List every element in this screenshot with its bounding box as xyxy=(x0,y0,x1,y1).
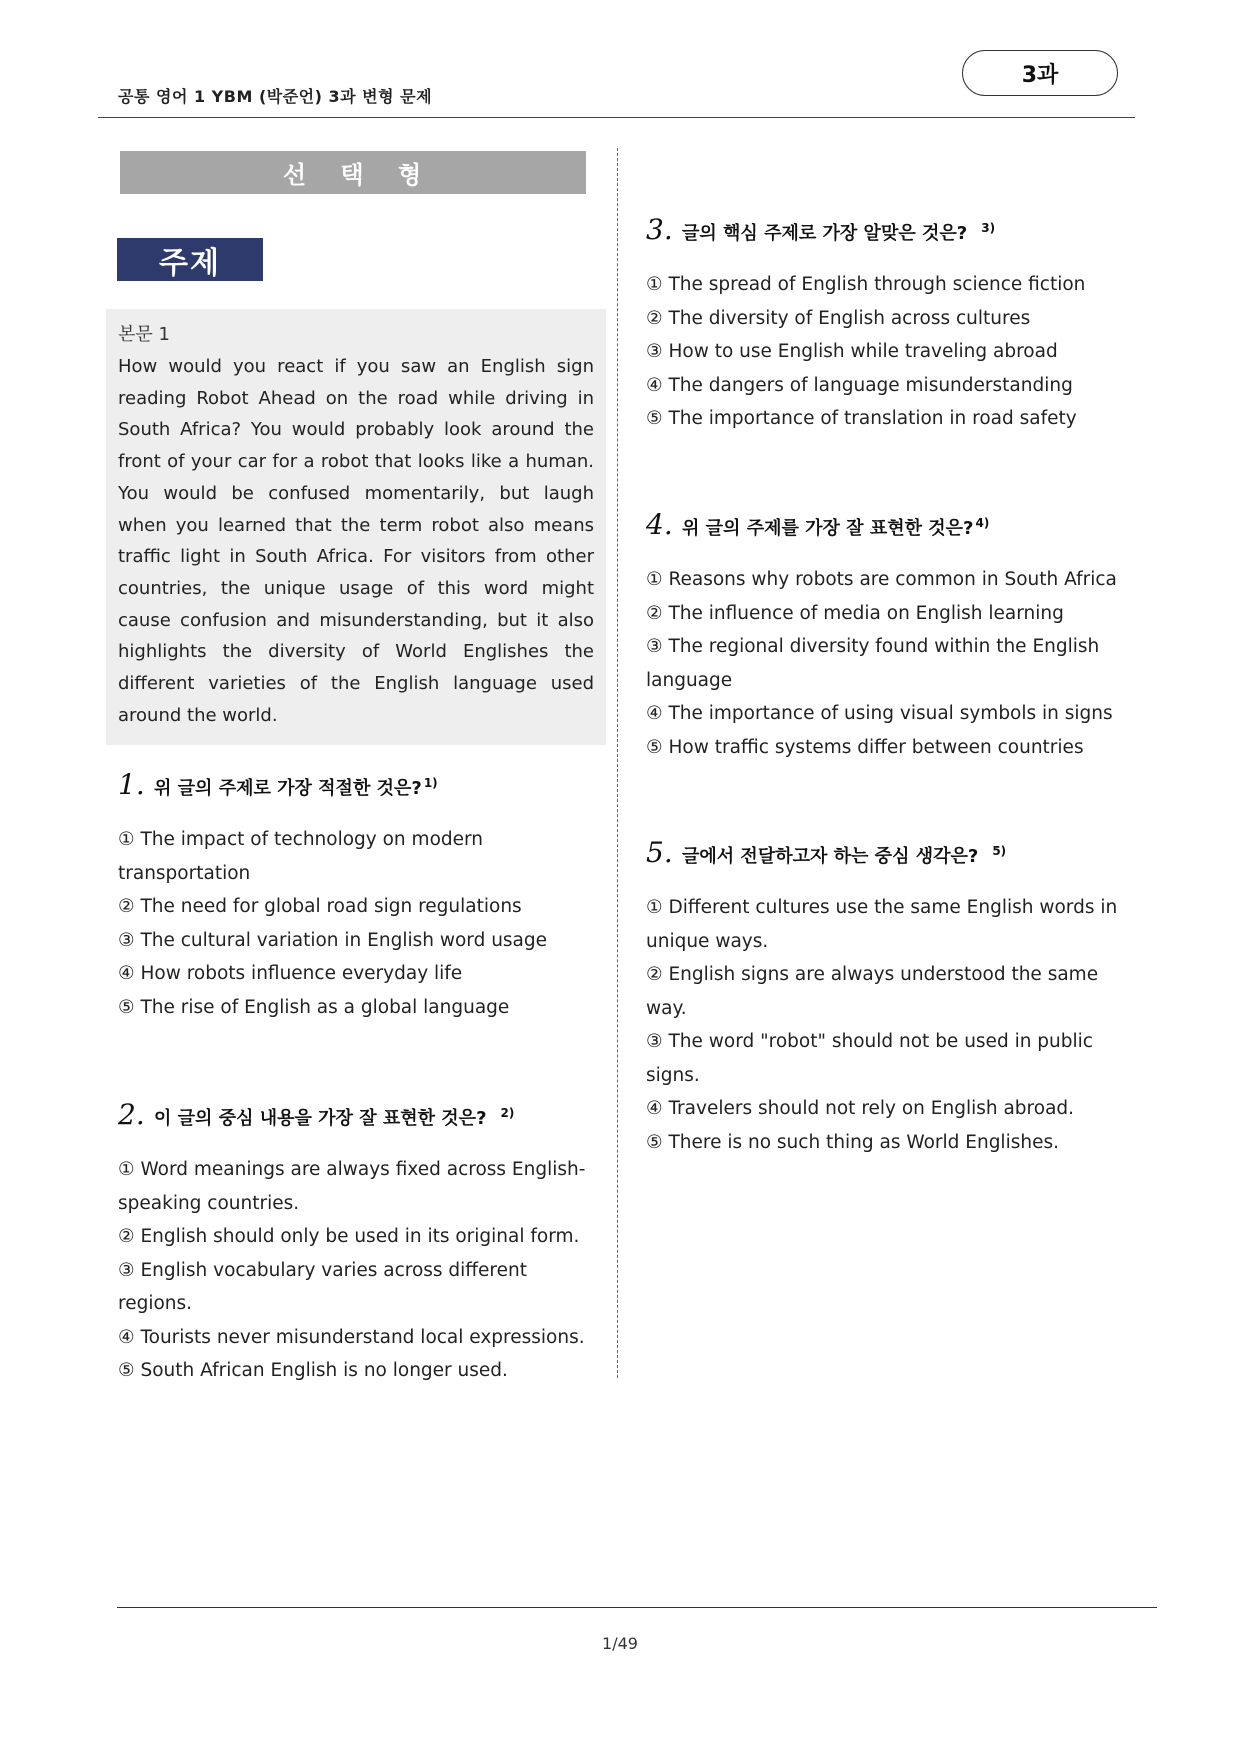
question-title: 위 글의 주제로 가장 적절한 것은? $^{1)}$ xyxy=(154,776,438,799)
footnote-marker: 5) xyxy=(992,844,1007,858)
column-divider xyxy=(617,148,618,1378)
answer-option[interactable]: ② The diversity of English across cultures xyxy=(646,307,1031,329)
page-number: 1/49 xyxy=(602,1634,638,1653)
answer-option[interactable]: ① Reasons why robots are common in South Africa xyxy=(646,569,1117,590)
answer-option[interactable]: ⑤ There is no such thing as World Englishes. xyxy=(646,1131,1059,1153)
question-title: 이 글의 중심 내용을 가장 잘 표현한 것은? $^{2)}$ xyxy=(154,1106,515,1129)
section-banner: 선 택 형 xyxy=(120,151,586,194)
question-title: 글의 핵심 주제로 가장 알맞은 것은? $^{3)}$ xyxy=(682,221,996,244)
question-4 xyxy=(646,508,1132,764)
answer-option[interactable]: ② The need for global road sign regulations xyxy=(118,896,522,917)
answer-option[interactable]: ③ The cultural variation in English word usage xyxy=(118,929,548,951)
answer-option[interactable]: ① The spread of English through science fiction xyxy=(646,274,1086,295)
answer-option[interactable]: ② English signs are always understood the same way. xyxy=(646,964,1099,1019)
answer-options xyxy=(646,268,1132,436)
answer-options xyxy=(118,1153,604,1388)
answer-option[interactable]: ④ Travelers should not rely on English abroad. xyxy=(646,1098,1075,1119)
question-5 xyxy=(646,836,1132,1159)
answer-option[interactable]: ⑤ The rise of English as a global language xyxy=(118,996,510,1018)
footnote-marker: 2) xyxy=(500,1106,515,1120)
footnote-marker: 3) xyxy=(981,221,996,235)
answer-option[interactable]: ④ The importance of using visual symbols in signs xyxy=(646,703,1113,724)
answer-option[interactable]: ④ The dangers of language misunderstanding xyxy=(646,374,1073,396)
answer-option[interactable]: ③ The word "robot" should not be used in public signs. xyxy=(646,1031,1093,1086)
answer-options xyxy=(646,563,1132,764)
question-number: 4. xyxy=(646,508,673,541)
footnote-marker: 1) xyxy=(423,776,438,790)
answer-option[interactable]: ③ English vocabulary varies across different regions. xyxy=(118,1259,527,1314)
answer-option[interactable]: ③ How to use English while traveling abroad xyxy=(646,341,1058,362)
answer-option[interactable]: ① Different cultures use the same English words in unique ways. xyxy=(646,897,1118,952)
answer-option[interactable]: ① Word meanings are always fixed across English-speaking countries. xyxy=(118,1159,586,1214)
answer-options xyxy=(118,823,604,1024)
answer-option[interactable]: ② English should only be used in its original form. xyxy=(118,1226,580,1247)
lesson-badge: 3과 xyxy=(962,50,1118,96)
question-number: 1. xyxy=(118,768,145,801)
answer-option[interactable]: ② The influence of media on English learning xyxy=(646,602,1064,624)
passage-text: How would you react if you saw an English sign reading Robot Ahead on the road while driving in South Africa? You would probably look around the front of your car for a robot that looks like a human. You would be confused momentarily, but laugh when you learned that the term robot also means traffic light in South Africa. For visitors from other countries, the unique usage of this word might cause confusion and misunderstanding, but it also highlights the diversity of World Englishes the different varieties of the English language used around the world. xyxy=(118,356,594,726)
passage-box xyxy=(106,309,606,745)
passage-label: 본문 1 xyxy=(118,324,170,345)
question-number: 5. xyxy=(646,836,673,869)
question-3 xyxy=(646,213,1132,436)
question-number: 2. xyxy=(118,1098,145,1131)
answer-option[interactable]: ③ The regional diversity found within the English language xyxy=(646,636,1100,691)
header-divider xyxy=(98,117,1135,118)
answer-options xyxy=(646,891,1132,1159)
answer-option[interactable]: ⑤ The importance of translation in road safety xyxy=(646,408,1077,429)
question-title: 글에서 전달하고자 하는 중심 생각은? $^{5)}$ xyxy=(682,844,1007,867)
answer-option[interactable]: ⑤ How traffic systems differ between countries xyxy=(646,736,1084,758)
answer-option[interactable]: ① The impact of technology on modern transportation xyxy=(118,829,484,884)
topic-badge: 주제 xyxy=(117,238,263,281)
question-1 xyxy=(118,768,604,1024)
answer-option[interactable]: ④ Tourists never misunderstand local expressions. xyxy=(118,1326,585,1348)
question-number: 3. xyxy=(646,213,673,246)
answer-option[interactable]: ④ How robots influence everyday life xyxy=(118,963,463,984)
question-2 xyxy=(118,1098,604,1388)
footnote-marker: 4) xyxy=(975,516,990,530)
answer-option[interactable]: ⑤ South African English is no longer used. xyxy=(118,1360,508,1381)
footer-divider xyxy=(117,1607,1157,1608)
document-title: 공통 영어 1 YBM (박준언) 3과 변형 문제 xyxy=(118,87,433,106)
question-title: 위 글의 주제를 가장 잘 표현한 것은? $^{4)}$ xyxy=(682,516,990,539)
